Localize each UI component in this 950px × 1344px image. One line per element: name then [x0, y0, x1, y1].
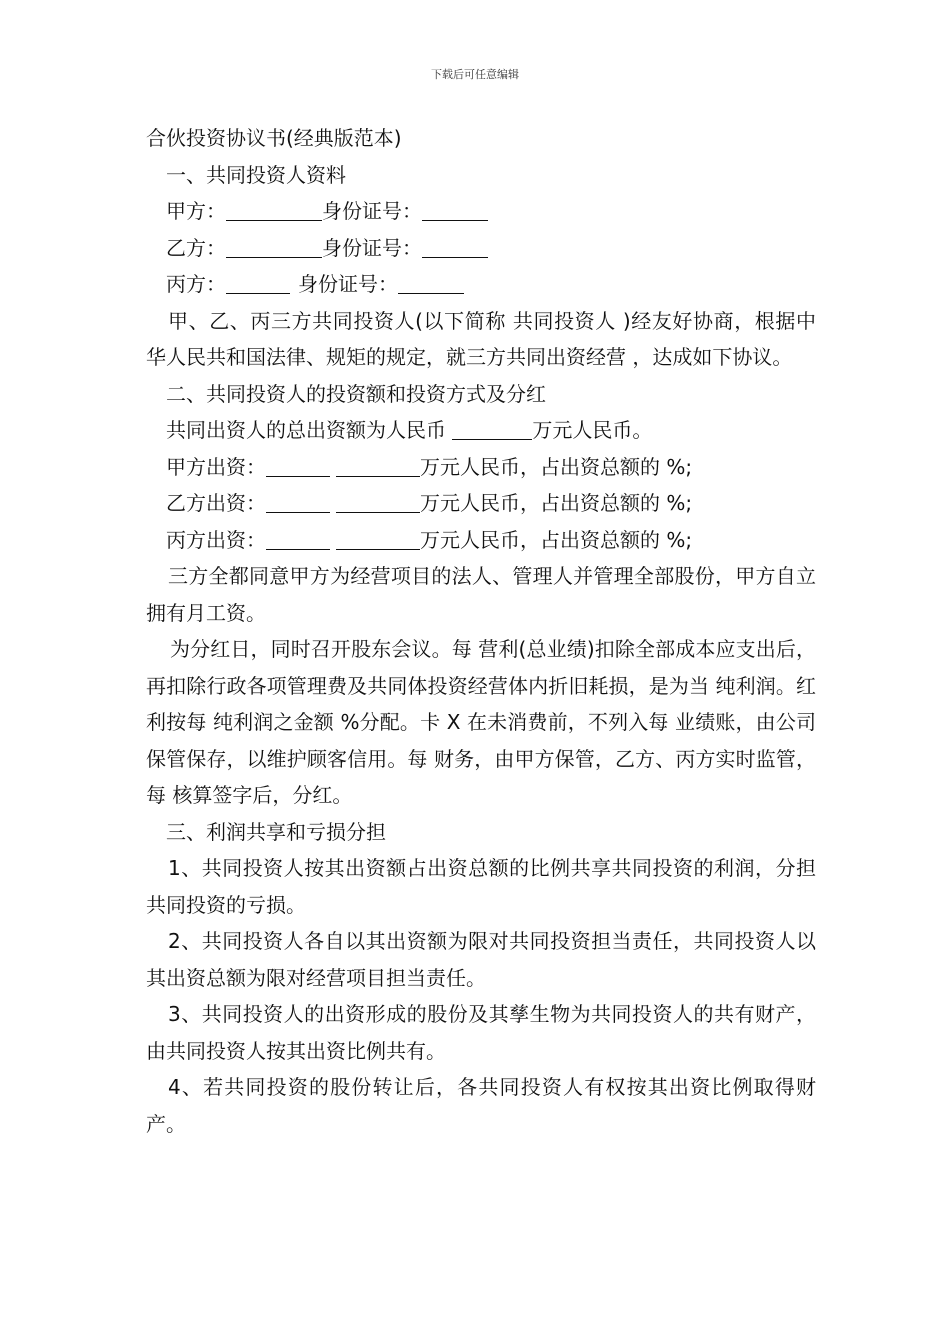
contribution-c-line: [146, 522, 816, 559]
party-c-label: 丙方：: [166, 272, 226, 296]
contribution-a-blank-1: [266, 456, 330, 477]
clause-1: 1、共同投资人按其出资额占出资总额的比例共享共同投资的利润，分担共同投资的亏损。: [146, 856, 816, 917]
party-a-name-blank: [226, 200, 322, 221]
contribution-b-line: [146, 485, 816, 522]
total-contribution-line: [146, 412, 816, 449]
contribution-a-line: [146, 449, 816, 486]
contribution-a-suffix: 万元人民币，占出资总额的 %;: [420, 454, 693, 479]
party-a-id-blank: [422, 200, 488, 221]
section-3-heading: 三、利润共享和亏损分担: [166, 819, 386, 844]
document-title: 合伙投资协议书(经典版范本): [146, 126, 402, 150]
intro-paragraph: 甲、乙、丙三方共同投资人(以下简称 共同投资人 )经友好协商，根据中华人民共和国法律、规矩的规定，就三方共同出资经营 ，达成如下协议。: [146, 308, 816, 369]
contribution-a-blank-2: [336, 456, 420, 477]
page-header-note: 下载后可任意编辑: [431, 68, 519, 81]
contribution-a-label: 甲方出资：: [166, 454, 266, 479]
contribution-c-suffix: 万元人民币，占出资总额的 %;: [420, 527, 693, 552]
clause-4: 4、若共同投资的股份转让后，各共同投资人有权按其出资比例取得财产。: [146, 1075, 816, 1136]
party-b-label: 乙方：: [166, 235, 226, 260]
total-contribution-prefix: 共同出资人的总出资额为人民币: [166, 418, 453, 442]
clause-3: 3、共同投资人的出资形成的股份及其孳生物为共同投资人的共有财产，由共同投资人按其出资比例共有。: [146, 1002, 816, 1063]
party-b-line: [146, 230, 816, 267]
section-2-heading: 二、共同投资人的投资额和投资方式及分红: [166, 381, 546, 406]
party-a-id-label: 身份证号：: [322, 199, 422, 223]
total-contribution-blank: [452, 419, 532, 440]
dividend-paragraph: 为分红日，同时召开股东会议。每 营利(总业绩)扣除全部成本应支出后，再扣除行政各项管理费及共同体投资经营体内折旧耗损，是为当 纯利润。红利按每 纯利润之金额 %分配。卡 X 在未消费前，不列入每 业绩账，由公司保管保存，以维护顾客信用。每 财务，由甲方保管，乙方、丙方实时监管，每 核算签字后，分红。: [146, 637, 816, 807]
party-b-id-blank: [422, 237, 488, 258]
party-c-name-blank: [226, 273, 290, 294]
document-body: [146, 120, 816, 1142]
contribution-b-blank-1: [266, 492, 330, 513]
party-b-name-blank: [226, 237, 322, 258]
clause-2: 2、共同投资人各自以其出资额为限对共同投资担当责任，共同投资人以其出资总额为限对经营项目担当责任。: [146, 929, 816, 990]
contribution-c-blank-1: [266, 529, 330, 550]
party-b-id-label: 身份证号：: [322, 235, 422, 260]
contribution-b-blank-2: [336, 492, 420, 513]
party-c-id-blank: [398, 273, 464, 294]
section-1-heading: 一、共同投资人资料: [166, 162, 346, 187]
party-c-line: [146, 266, 816, 303]
party-c-id-label: 身份证号：: [298, 272, 398, 296]
contribution-c-label: 丙方出资：: [166, 527, 266, 552]
party-a-line: [146, 193, 816, 230]
contribution-b-label: 乙方出资：: [166, 491, 266, 515]
contribution-c-blank-2: [336, 529, 420, 550]
party-a-label: 甲方：: [166, 199, 226, 223]
contribution-b-suffix: 万元人民币，占出资总额的 %;: [420, 491, 693, 515]
total-contribution-suffix: 万元人民币。: [532, 418, 653, 442]
management-paragraph: 三方全都同意甲方为经营项目的法人、管理人并管理全部股份，甲方自立拥有月工资。: [146, 564, 816, 625]
